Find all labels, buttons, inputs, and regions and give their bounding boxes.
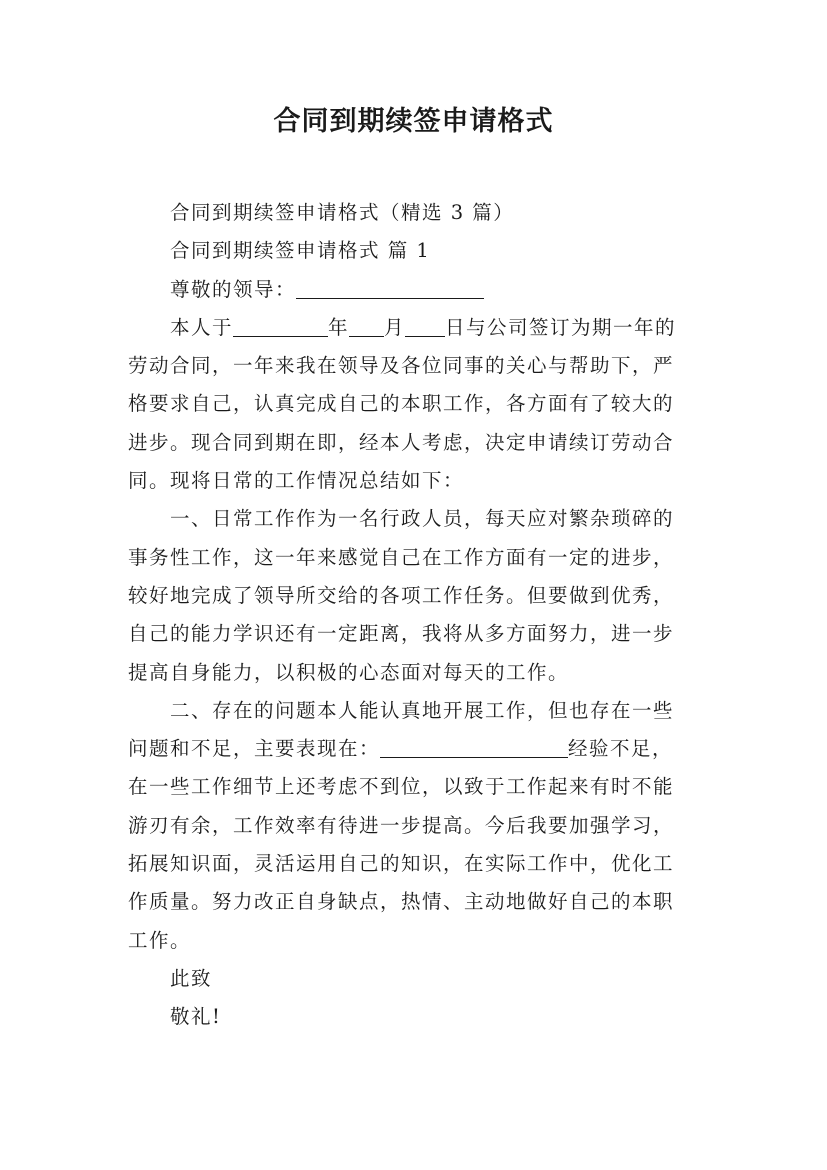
paragraph-1-line-3: 格要求自己，认真完成自己的本职工作，各方面有了较大的 [128,392,675,416]
p1-text-rest: 日与公司签订为期一年的 [445,315,677,339]
paragraph-1-line-5: 同。现将日常的工作情况总结如下： [128,469,465,493]
recipient-blank [296,276,484,299]
paragraph-3-line-2 [128,730,708,768]
paragraph-2-line-4: 自己的能力学识还有一定距离，我将从多方面努力，进一步 [128,622,675,646]
document-body [128,194,708,1037]
paragraph-3-line-4: 游刃有余，工作效率有待进一步提高。今后我要加强学习， [128,813,675,837]
paragraph-2-line-5: 提高自身能力，以积极的心态面对每天的工作。 [128,660,570,684]
issues-blank [380,735,568,758]
paragraph-2-line-3: 较好地完成了领导所交给的各项工作任务。但要做到优秀， [128,583,675,607]
paragraph-3-line-7: 工作。 [128,928,192,952]
paragraph-1-line-1 [128,309,708,347]
paragraph-3-line-6: 作质量。努力改正自身缺点，热情、主动地做好自己的本职 [128,890,675,914]
paragraph-3-line-5: 拓展知识面，灵活运用自己的知识，在实际工作中，优化工 [128,852,675,876]
paragraph-1-line-4: 进步。现合同到期在即，经本人考虑，决定申请续订劳动合 [128,430,675,454]
subtitle-line: 合同到期续签申请格式（精选 3 篇） [170,201,515,224]
closing-line-1: 此致 [170,966,213,990]
paragraph-2-line-1: 一、日常工作作为一名行政人员，每天应对繁杂琐碎的 [170,507,675,531]
p1-month-label: 月 [384,315,406,339]
p3-text-a: 问题和不足，主要表现在： [128,737,381,761]
salutation-text: 尊敬的领导： [170,277,297,301]
document-title: 合同到期续签申请格式 [273,106,554,137]
day-blank [405,314,445,337]
p3-text-b: 经验不足， [568,737,674,761]
section-heading-line: 合同到期续签申请格式 篇 1 [170,239,431,263]
paragraph-2-line-2: 事务性工作，这一年来感觉自己在工作方面有一定的进步， [128,545,675,569]
p1-text-a: 本人于 [170,315,234,339]
paragraph-3-line-3: 在一些工作细节上还考虑不到位，以致于工作起来有时不能 [128,775,675,799]
paragraph-3-line-1: 二、存在的问题本人能认真地开展工作，但也存在一些 [170,698,675,722]
p1-year-label: 年 [328,315,350,339]
closing-line-2: 敬礼! [170,1005,222,1029]
year-blank [233,314,328,337]
salutation-line [128,271,708,309]
paragraph-1-line-2: 劳动合同，一年来我在领导及各位同事的关心与帮助下，严 [128,354,675,378]
month-blank [349,314,384,337]
